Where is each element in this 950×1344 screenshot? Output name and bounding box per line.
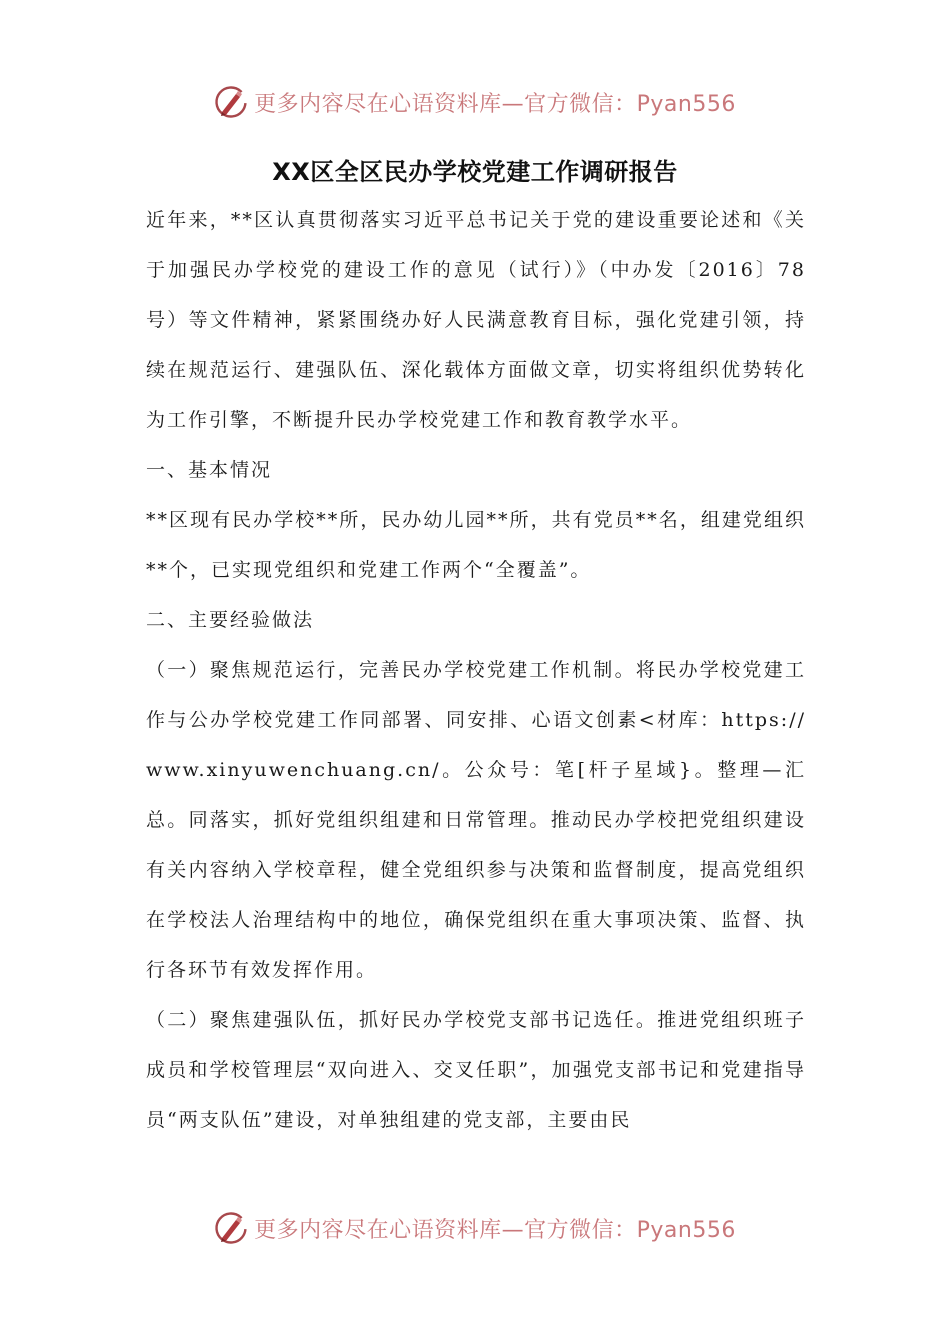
pen-circle-logo-icon	[214, 85, 248, 119]
watermark-banner-bottom	[0, 1206, 950, 1250]
paragraph-intro: 近年来，**区认真贯彻落实习近平总书记关于党的建设重要论述和《关于加强民办学校党的建设工作的意见（试行）》（中办发〔2016〕78号）等文件精神，紧紧围绕办好人民满意教育目标，强化党建引领，持续在规范运行、建强队伍、深化载体方面做文章，切实将组织优势转化为工作引擎，不断提升民办学校党建工作和教育教学水平。	[146, 209, 806, 431]
watermark-text: 更多内容尽在心语资料库—官方微信：Pyan556	[254, 1217, 736, 1243]
document-title: XX区全区民办学校党建工作调研报告	[272, 158, 678, 186]
pen-circle-logo-icon	[214, 1211, 248, 1245]
watermark-text: 更多内容尽在心语资料库—官方微信：Pyan556	[254, 91, 736, 117]
watermark-banner-top	[0, 80, 950, 124]
paragraph-basic-situation: **区现有民办学校**所，民办幼儿园**所，共有党员**名，组建党组织**个，已实现党组织和党建工作两个“全覆盖”。	[146, 509, 806, 581]
document-body	[146, 195, 806, 1145]
section-heading-basic-situation: 一、基本情况	[146, 459, 273, 481]
section-heading-main-experience: 二、主要经验做法	[146, 609, 315, 631]
paragraph-experience-1: （一）聚焦规范运行，完善民办学校党建工作机制。将民办学校党建工作与公办学校党建工作同部署、同安排、心语文创素<材库：https://www.xinyuwenchuang.cn/。公众号：笔[杆子星域}。整理—汇总。同落实，抓好党组织组建和日常管理。推动民办学校把党组织建设有关内容纳入学校章程，健全党组织参与决策和监督制度，提高党组织在学校法人治理结构中的地位，确保党组织在重大事项决策、监督、执行各环节有效发挥作用。	[146, 659, 806, 981]
paragraph-experience-2: （二）聚焦建强队伍，抓好民办学校党支部书记选任。推进党组织班子成员和学校管理层“双向进入、交叉任职”，加强党支部书记和党建指导员“两支队伍”建设，对单独组建的党支部，主要由民	[146, 1009, 806, 1131]
